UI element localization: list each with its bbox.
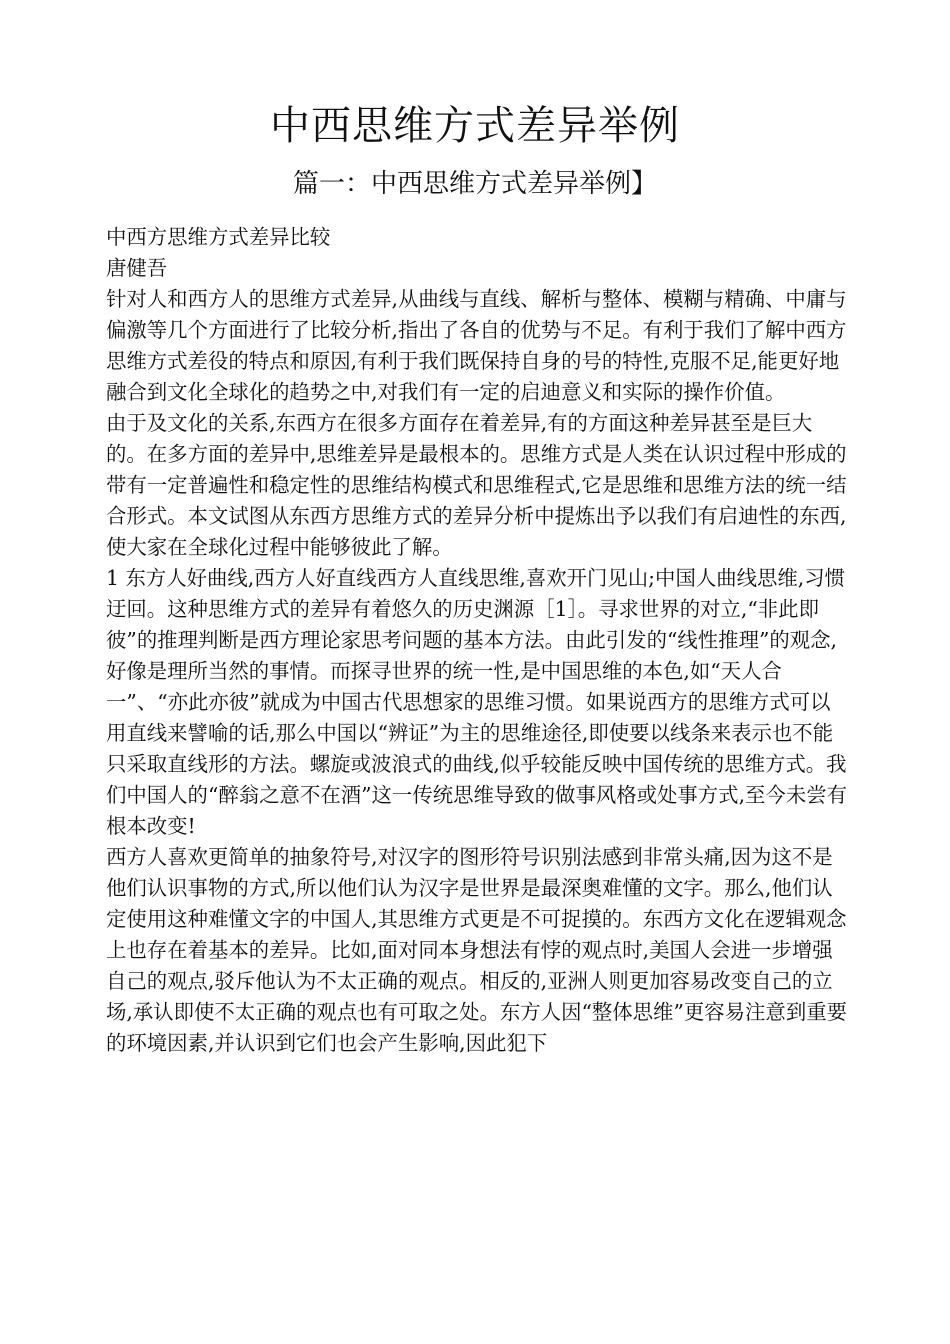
author-name: 唐健吾 (106, 256, 168, 280)
body-paragraph: 西方人喜欢更简单的抽象符号,对汉字的图形符号识别法感到非常头痛,因为这不是他们认识事物的方式,所以他们认为汉字是世界是最深奥难懂的文字。那么,他们认定使用这种难懂文字的中国人,其思维方式更是不可捉摸的。东西方文化在逻辑观念上也存在着基本的差异。比如,面对同本身想法有悖的观点时,美国人会进一步增强自己的观点,驳斥他认为不太正确的观点。相反的,亚洲人则更加容易改变自己的立场,承认即使不太正确的观点也有可取之处。东方人因“整体思维”更容易注意到重要的环境因素,并认识到它们也会产生影响,因此犯下 (106, 845, 847, 1055)
document-title: 中西思维方式差异举例 (270, 103, 680, 149)
body-paragraph: 针对人和西方人的思维方式差异,从曲线与直线、解析与整体、模糊与精确、中庸与偏激等几个方面进行了比较分析,指出了各自的优势与不足。有利于我们了解中西方思维方式差役的特点和原因,有利于我们既保持自身的号的特性,克服不足,能更好地融合到文化全球化的趋势之中,对我们有一定的启迪意义和实际的操作价值。 (106, 287, 847, 404)
document-body (106, 222, 848, 1059)
body-paragraph: 由于及文化的关系,东西方在很多方面存在着差异,有的方面这种差异甚至是巨大的。在多方面的差异中,思维差异是最根本的。思维方式是人类在认识过程中形成的带有一定普遍性和稳定性的思维结构模式和思维程式,它是思维和思维方法的统一结合形式。本文试图从东西方思维方式的差异分析中提炼出予以我们有启迪性的东西,使大家在全球化过程中能够彼此了解。 (106, 411, 847, 559)
article-title: 中西方思维方式差异比较 (106, 225, 331, 249)
document-subtitle: 篇一：中西思维方式差异举例】 (292, 169, 657, 199)
body-paragraph: 1 东方人好曲线,西方人好直线西方人直线思维,喜欢开门见山;中国人曲线思维,习惯迂回。这种思维方式的差异有着悠久的历史渊源［1］。寻求世界的对立,“非此即彼”的推理判断是西方理论家思考问题的基本方法。由此引发的“线性推理”的观念,好像是理所当然的事情。而探寻世界的统一性,是中国思维的本色,如“天人合一”、“亦此亦彼”就成为中国古代思想家的思维习惯。如果说西方的思维方式可以用直线来譬喻的话,那么中国以“辨证”为主的思维途径,即使要以线条来表示也不能只采取直线形的方法。螺旋或波浪式的曲线,似乎较能反映中国传统的思维方式。我们中国人的“醉翁之意不在酒”这一传统思维导致的做事风格或处事方式,至今未尝有根本改变! (106, 566, 847, 838)
